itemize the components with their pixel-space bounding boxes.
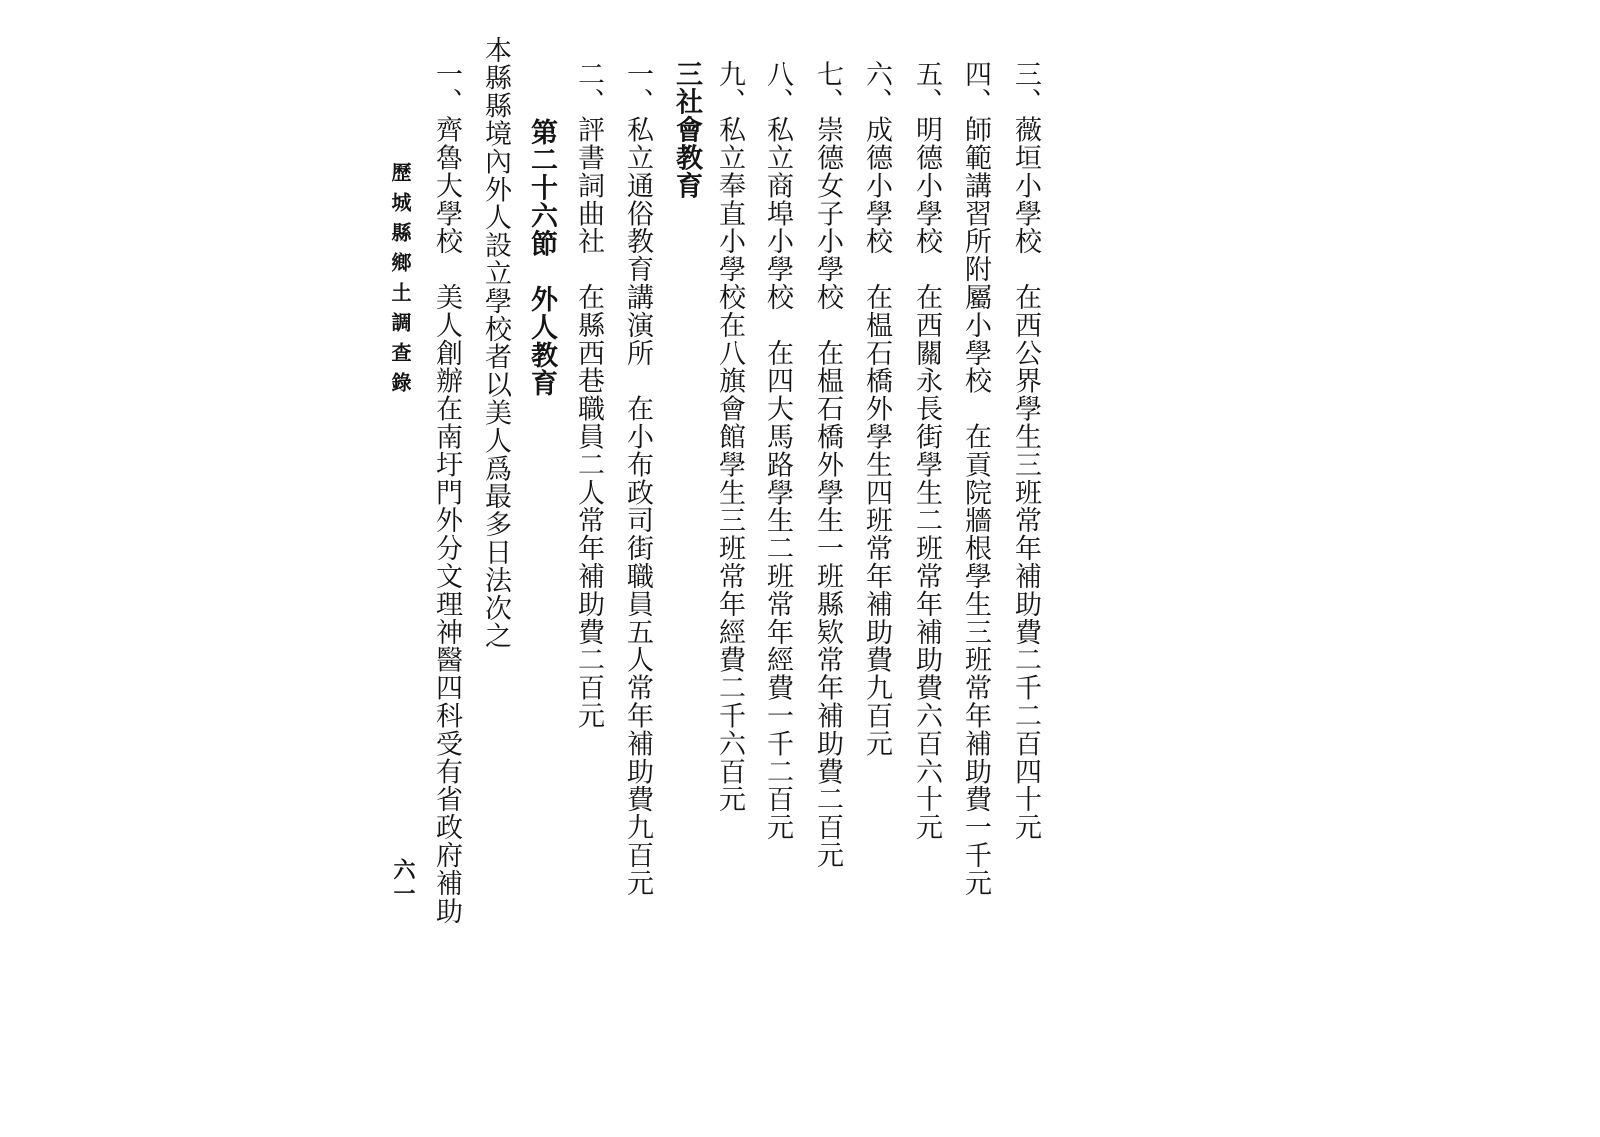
page-number: 六一 <box>390 858 416 906</box>
text-column-13: 一、齊魯大學校 美人創辦在南圩門外分文理神醫四科受有省政府補助 <box>431 60 462 925</box>
text-column-9: 一、私立通俗教育講演所 在小布政司街職員五人常年補助費九百元 <box>622 60 653 897</box>
text-column-2: 四、師範講習所附屬小學校 在貢院牆根學生三班常年補助費一千元 <box>960 60 991 897</box>
text-column-4: 六、成德小學校 在榅石橋外學生四班常年補助費九百元 <box>861 60 892 758</box>
chapter-heading-foreign-education: 第二十六節 外人教育 <box>526 118 557 397</box>
text-column-6: 八、私立商埠小學校 在四大馬路學生二班常年經費一千二百元 <box>762 60 793 842</box>
section-heading-social-education: 三社會教育 <box>671 60 702 200</box>
text-column-3: 五、明德小學校 在西關永長街學生二班常年補助費六百六十元 <box>911 60 942 842</box>
text-column-7: 九、私立奉直小學校在八旗會館學生三班常年經費二千六百元 <box>714 60 745 814</box>
text-column-10: 二、評書詞曲社 在縣西巷職員二人常年補助費二百元 <box>573 60 604 730</box>
text-column-12: 本縣縣境內外人設立學校者以美人爲最多日法次之 <box>480 36 511 650</box>
text-column-5: 七、崇德女子小學校 在榅石橋外學生一班縣欵常年補助費二百元 <box>812 60 843 870</box>
running-head: 歷城縣鄉土調查錄 <box>388 162 412 402</box>
text-column-1: 三、薇垣小學校 在西公界學生三班常年補助費二千二百四十元 <box>1010 60 1041 842</box>
